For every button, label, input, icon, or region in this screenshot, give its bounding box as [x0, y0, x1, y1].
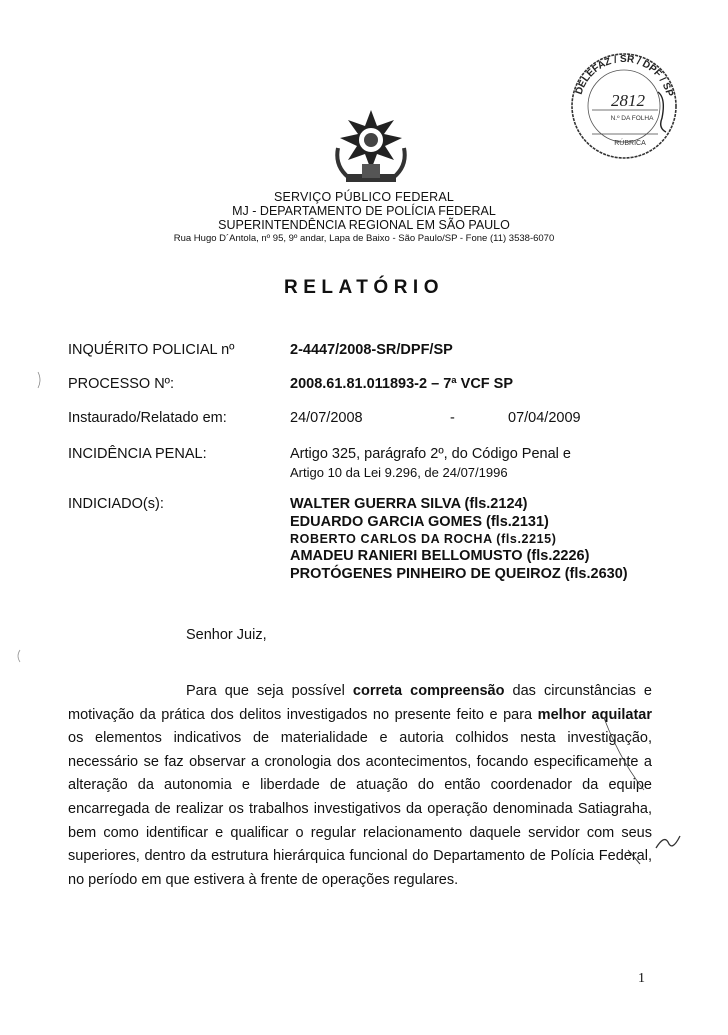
instaurado-end-date: 07/04/2009: [508, 410, 581, 426]
indiciado-name: EDUARDO GARCIA GOMES (fls.2131): [290, 514, 549, 530]
incidencia-label: INCIDÊNCIA PENAL:: [68, 446, 207, 462]
inquerito-value: 2-4447/2008-SR/DPF/SP: [290, 342, 453, 358]
stamp-page-number: 2812: [611, 91, 645, 110]
coat-of-arms-emblem: [332, 108, 410, 190]
stamp-sheet-label: N.º DA FOLHA: [610, 115, 654, 122]
header-address: Rua Hugo D´Antola, nº 95, 9º andar, Lapa de Baixo - São Paulo/SP - Fone (11) 3538-6070: [173, 233, 555, 244]
page-number: 1: [638, 971, 645, 986]
processo-value: 2008.61.81.011893-2 – 7ª VCF SP: [290, 376, 514, 392]
indiciado-name: ROBERTO CARLOS DA ROCHA (fls.2215): [290, 532, 557, 546]
body-paragraph: [68, 680, 652, 892]
header-service-name: SERVIÇO PÚBLICO FEDERAL: [273, 190, 455, 204]
header-superintendency: SUPERINTENDÊNCIA REGIONAL EM SÃO PAULO: [218, 218, 510, 232]
body-emphasis: melhor aquilatar: [537, 706, 652, 723]
stamp-signature-label: RÚBRICA: [614, 140, 646, 147]
incidencia-line-2: Artigo 10 da Lei 9.296, de 24/07/1996: [290, 465, 508, 480]
header-department: MJ - DEPARTAMENTO DE POLÍCIA FEDERAL: [232, 204, 496, 218]
instaurado-label: Instaurado/Relatado em:: [68, 410, 227, 426]
body-text: Para que seja possível: [186, 683, 353, 699]
protocol-stamp: [566, 48, 682, 162]
body-emphasis: correta compreensão: [352, 683, 505, 699]
document-title: RELATÓRIO: [284, 277, 444, 298]
indiciado-name: AMADEU RANIERI BELLOMUSTO (fls.2226): [290, 548, 590, 564]
incidencia-line-1: Artigo 325, parágrafo 2º, do Código Penal e: [290, 446, 571, 462]
processo-label: PROCESSO Nº:: [68, 376, 175, 392]
indiciados-label: INDICIADO(s):: [68, 496, 164, 512]
salutation: Senhor Juiz,: [186, 627, 267, 643]
stamp-ring-text: DELEFAZ / SR / DPF / SP: [573, 53, 675, 98]
body-text: os elementos indicativos de materialidade e autoria colhidos nesta investigação, necessário se faz observar a cronologia dos acontecimentos, focando especificamente a alteração da autonomia e liberdade de atuação do então coordenador da equipe encarregada de realizar os trabalhos investigativos da operação denominada Satiagraha, bem como identificar e qualificar o regular relacionamento daquele servidor com seus superiores, dentro da estrutura hierárquica funcional do Departamento de Polícia Federal, no período em que estivera à frente de operações regulares.: [68, 730, 652, 888]
instaurado-separator: -: [450, 410, 455, 426]
indiciado-name: WALTER GUERRA SILVA (fls.2124): [290, 496, 528, 512]
instaurado-start-date: 24/07/2008: [290, 410, 363, 426]
indiciado-name: PROTÓGENES PINHEIRO DE QUEIROZ (fls.2630): [290, 566, 628, 582]
inquerito-label: INQUÉRITO POLICIAL nº: [68, 342, 235, 358]
body-text: das circunstâncias e motivação da prática dos delitos investigados no presente feito e para: [68, 683, 652, 723]
